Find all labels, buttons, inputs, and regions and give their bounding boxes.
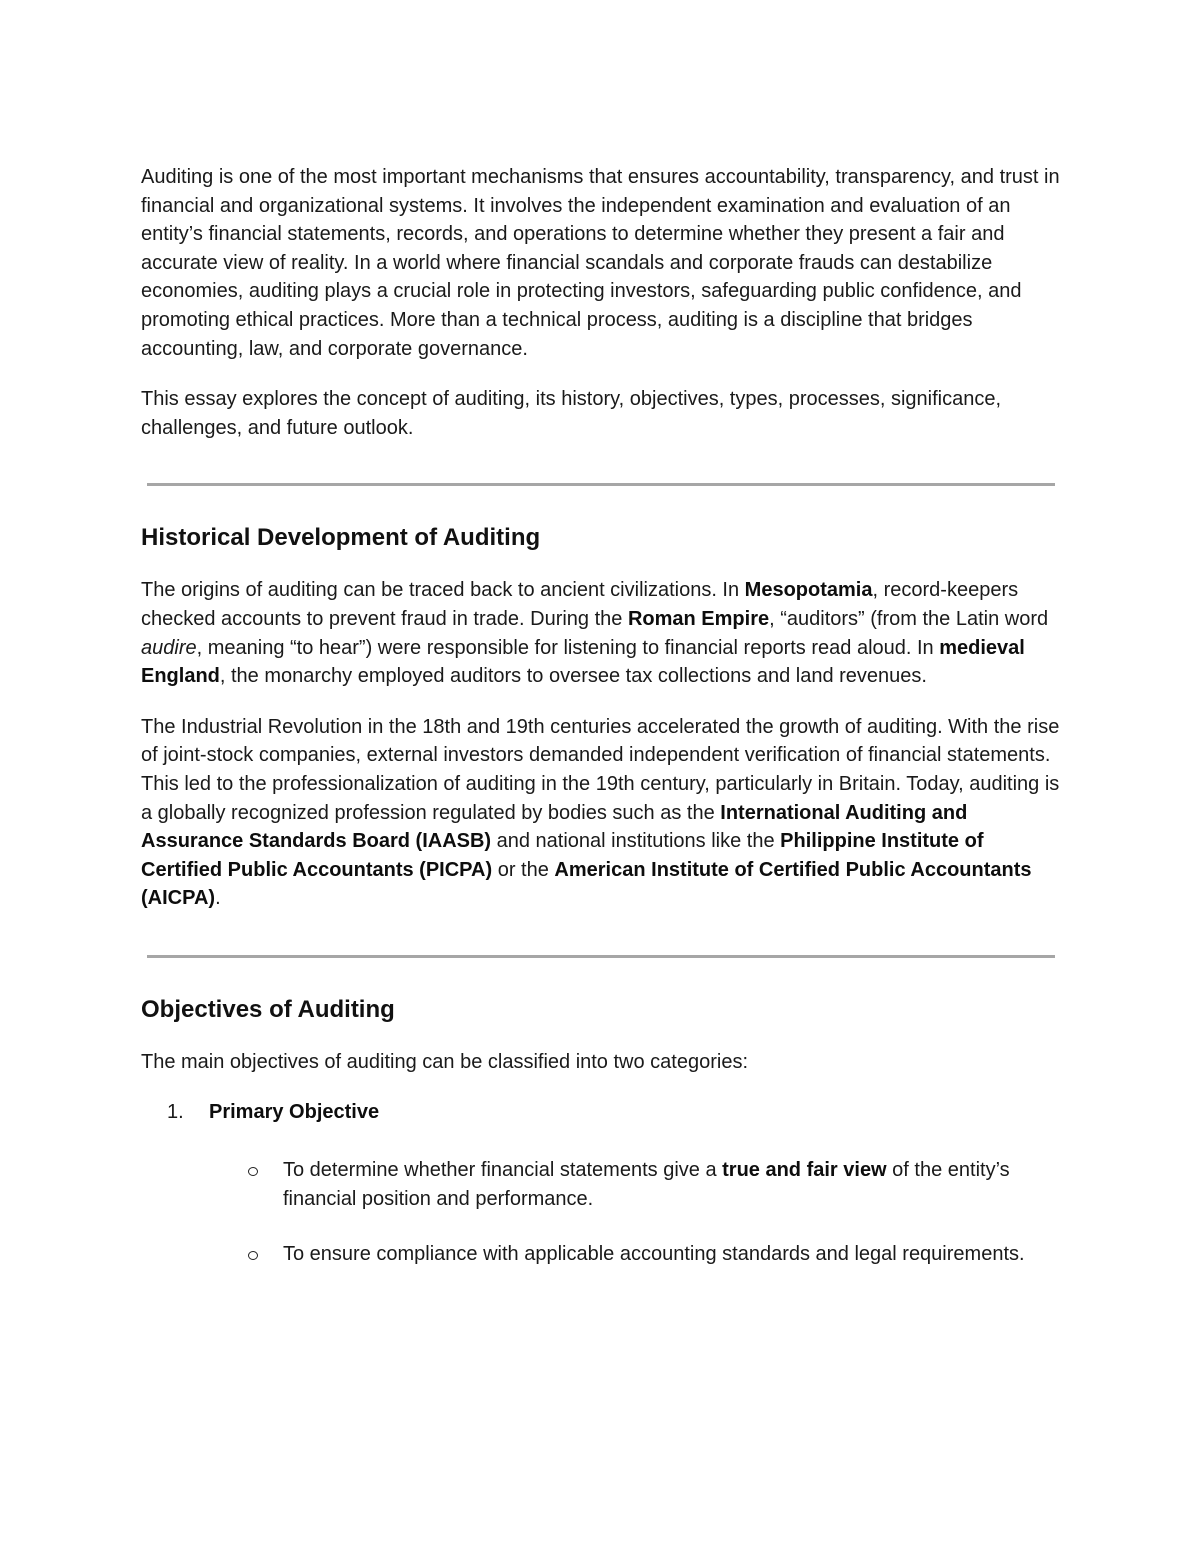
text-run: , meaning “to hear”) were responsible for listening to financial reports read aloud. In (196, 636, 940, 659)
intro-paragraph-2: This essay explores the concept of auditing, its history, objectives, types, processes, significance, challenges, and future outlook. (141, 388, 1002, 439)
text-run: , the monarchy employed auditors to oversee tax collections and land revenues. (219, 665, 927, 688)
list-number: 1. (167, 1101, 184, 1124)
objectives-intro: The main objectives of auditing can be classified into two categories: (141, 1050, 749, 1073)
bullet-circle-icon (141, 1240, 283, 1269)
text-run: To determine whether financial statements give a (283, 1159, 723, 1182)
section-heading-history: Historical Development of Auditing (141, 524, 541, 552)
text-run: and national institutions like the (491, 830, 781, 853)
horizontal-divider (147, 955, 1055, 958)
intro-paragraph-1: Auditing is one of the most important mechanisms that ensures accountability, transparency, and trust in financial and organizational systems. It involves the independent examination and evaluation of an entity’s financial statements, records, and operations to determine whether they present a fair and accurate view of reality. In a world where financial scandals and corporate frauds can destabilize economies, auditing plays a crucial role in protecting investors, safeguarding public confidence, and promoting ethical practices. More than a technical process, auditing is a discipline that bridges accounting, law, and corporate governance. (141, 166, 1060, 360)
list-item (141, 1098, 1066, 1127)
sub-list-item (141, 1240, 1066, 1269)
bold-term: Roman Empire (627, 607, 770, 630)
italic-term: audire (141, 636, 197, 659)
bold-term: Philippine Institute of Certified Public Accountants (PICPA) (141, 830, 984, 881)
history-paragraph-1 (141, 576, 1066, 690)
objectives-list (141, 1098, 1066, 1268)
bold-term: true and fair view (722, 1159, 887, 1182)
bold-term: International Auditing and Assurance Standards Board (IAASB) (141, 801, 968, 853)
text-run: , record-keepers checked accounts to prevent fraud in trade. During the (141, 579, 1019, 630)
list-item-title: Primary Objective (209, 1101, 380, 1124)
text-run: . (215, 887, 221, 910)
history-paragraph-2 (141, 713, 1066, 913)
sub-list-text (283, 1240, 1066, 1269)
bold-term: Mesopotamia (744, 579, 873, 602)
sub-list-text (283, 1156, 1066, 1213)
text-run: , “auditors” (from the Latin word (769, 607, 1049, 630)
document-page (141, 163, 1066, 1269)
bold-term: medieval England (141, 636, 1025, 688)
bullet-circle-icon (141, 1156, 283, 1213)
bold-term: American Institute of Certified Public Accountants (AICPA) (141, 858, 1032, 910)
text-run: The Industrial Revolution in the 18th and 19th centuries accelerated the growth of auditing. With the rise of joint-stock companies, external investors demanded independent verification of financial statements. This led to the professionalization of auditing in the 19th century, particularly in Britain. Today, auditing is a globally recognized profession regulated by bodies such as the (141, 715, 1060, 824)
text-run: The origins of auditing can be traced back to ancient civilizations. In (141, 579, 745, 602)
section-heading-objectives: Objectives of Auditing (141, 995, 395, 1023)
horizontal-divider (147, 483, 1055, 486)
sub-list-item (141, 1156, 1066, 1213)
text-run: of the entity’s financial position and performance. (283, 1159, 1010, 1210)
text-run: or the (492, 858, 555, 881)
text-run: To ensure compliance with applicable accounting standards and legal requirements. (283, 1243, 1025, 1266)
